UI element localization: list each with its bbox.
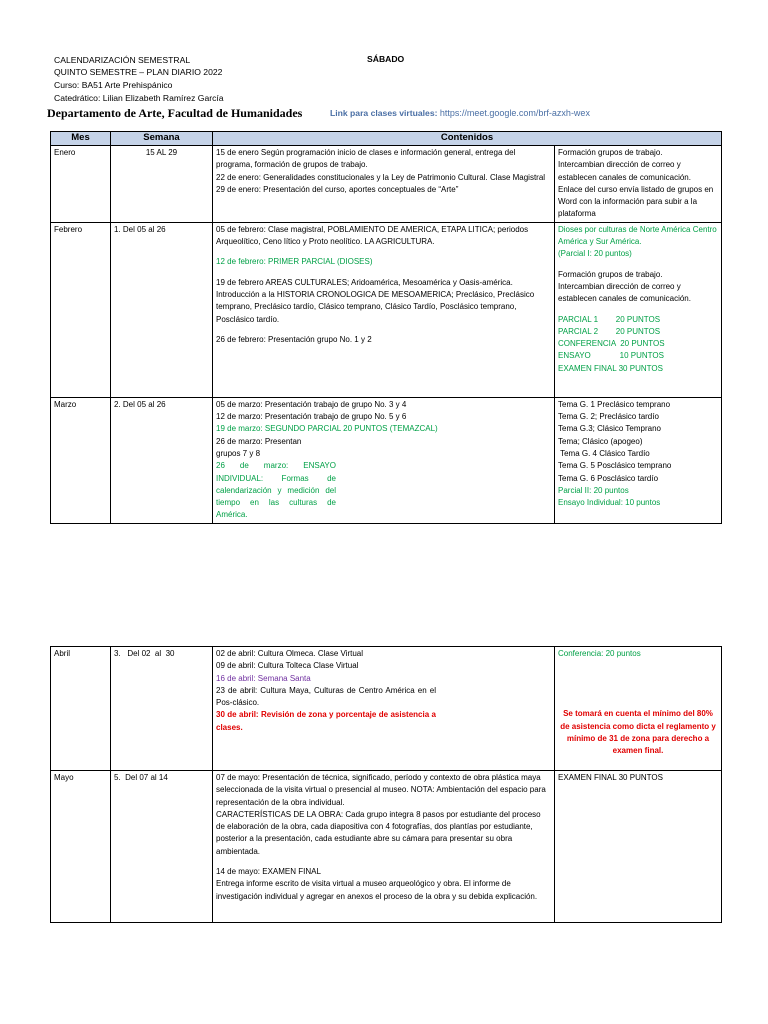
note-line: Dioses por culturas de Norte América Centro América y Sur América. [558,224,717,247]
topic-line: Tema; Clásico (apogeo) [558,436,643,446]
month-cell: Enero [51,146,111,223]
doc-title: CALENDARIZACIÓN SEMESTRAL [54,55,191,65]
table-row-mayo [51,771,722,923]
content-line: 14 de mayo: EXAMEN FINAL [216,867,321,877]
content-line: Entrega informe escrito de visita virtual a museo arqueológico y obra. El informe de investigación individual y agregar en anexos el proceso de la obra y su debida explicación. [216,879,538,901]
week-cell: 15 AL 29 [111,146,213,223]
note-line: Enlace del curso envía listado de grupos en Word con la información para subir a la plataforma [558,184,714,219]
topic-line: Tema G. 5 Posclásico temprano [558,461,672,471]
score-line: ENSAYO 10 PUNTOS [558,351,664,361]
content-line: 05 de marzo: Presentación trabajo de grupo No. 3 y 4 [216,399,407,409]
content-line: 15 de enero Según programación inicio de clases e información general, entrega del programa, formación de grupos de trabajo. [216,148,516,170]
content-cell [213,647,555,771]
header-semana: Semana [111,132,213,146]
score-line: CONFERENCIA 20 PUNTOS [558,339,665,349]
score-line: PARCIAL 2 20 PUNTOS [558,326,661,336]
essay-line: 26 de marzo: ENSAYO INDIVIDUAL: Formas de calendarización y medición del tiempo en las culturas de América. [216,461,336,520]
score-line: EXAMEN FINAL 30 PUNTOS [558,363,663,373]
notes-cell [555,771,722,923]
content-line: 29 de enero: Presentación del curso, aportes conceptuales de “Arte” [216,184,459,194]
content-line: 12 de marzo: Presentación trabajo de grupo No. 5 y 6 [216,412,407,422]
topic-line: Tema G. 6 Posclásico tardío [558,473,659,483]
content-line: 23 de abril: Cultura Maya, Culturas de Centro América en el Pos-clásico. [216,685,436,708]
topic-line: Tema G. 4 Clásico Tardío [558,448,650,458]
note-line: Intercambian dirección de correo y establecen canales de comunicación. [558,160,691,182]
table-header-row [51,132,722,146]
schedule-table-2 [50,646,722,923]
table-row-marzo [51,397,722,523]
week-cell: 3. Del 02 al 30 [111,647,213,771]
score-line: EXAMEN FINAL 30 PUNTOS [558,773,663,782]
month-cell: Marzo [51,397,111,523]
content-line: 19 de febrero AREAS CULTURALES; Aridoamérica, Mesoamérica y Oasis-américa. Introducción a la HISTORIA CRONOLOGICA DE MESOAMERICA; Preclásico, Preclásico temprano, Preclásico tardío, Clásico temprano, Clásico Tardío, Posclásico temprano, Posclásico tardío. [216,277,535,324]
holiday-line: 16 de abril: Semana Santa [216,673,311,683]
course-line: Curso: BA51 Arte Prehispánico [54,80,173,90]
schedule-table-1 [50,131,722,524]
week-cell: 5. Del 07 al 14 [111,771,213,923]
content-line: 26 de febrero: Presentación grupo No. 1 y 2 [216,334,372,344]
content-line: 09 de abril: Cultura Tolteca Clase Virtual [216,661,359,671]
attendance-note: Se tomará en cuenta el mínimo del 80% de asistencia como dicta el reglamento y mínimo de 31 de zona para derecho a examen final. [560,709,716,756]
exam-line: 19 de marzo: SEGUNDO PARCIAL 20 PUNTOS (TEMAZCAL) [216,424,438,434]
month-cell: Febrero [51,222,111,397]
topic-line: Tema G. 1 Preclásico temprano [558,399,671,409]
content-line: 22 de enero: Generalidades constitucionales y la Ley de Patrimonio Cultural. Clase Magistral [216,172,546,182]
department-heading: Departamento de Arte, Facultad de Humanidades [47,106,303,120]
score-line: Parcial II: 20 puntos [558,485,629,495]
topic-line: Tema G. 2; Preclásico tardío [558,412,659,422]
score-line: PARCIAL 1 20 PUNTOS [558,314,661,324]
content-line: CARACTERÍSTICAS DE LA OBRA: Cada grupo integra 8 pasos por estudiante del proceso de elaboración de la obra, cada diapositiva con 4 fotografías, dos plantías por estudiante, posterior a la presentación, cada estudiante abre su cámara para presentar su obra ambientada. [216,809,541,856]
attendance-line: 30 de abril: Revisión de zona y porcentaje de asistencia a clases. [216,710,436,732]
table-row-enero [51,146,722,223]
note-line: Intercambian dirección de correo y establecen canales de comunicación. [558,281,691,304]
day-label: SÁBADO [367,54,405,64]
exam-line: 12 de febrero: PRIMER PARCIAL (DIOSES) [216,257,373,267]
content-cell [213,397,555,523]
semester-line: QUINTO SEMESTRE – PLAN DIARIO 2022 [54,67,223,77]
week-cell: 1. Del 05 al 26 [111,222,213,397]
score-line: Conferencia: 20 puntos [558,649,641,658]
virtual-class-link-row [330,108,590,118]
header-contenidos: Contenidos [213,132,722,146]
note-line: Formación grupos de trabajo. [558,269,663,279]
content-cell [213,771,555,923]
content-line: grupos 7 y 8 [216,448,261,458]
header-mes: Mes [51,132,111,146]
notes-cell [555,222,722,397]
content-line: 02 de abril: Cultura Olmeca. Clase Virtual [216,649,364,658]
notes-cell [555,146,722,223]
table-row-abril [51,647,722,771]
content-cell [213,146,555,223]
content-line: 05 de febrero: Clase magistral, POBLAMIENTO DE AMERICA, ETAPA LITICA; periodos Arqueolítico, Ceno lítico y Proto neolítico. LA AGRICULTURA. [216,224,529,247]
meet-link[interactable]: https://meet.google.com/brf-azxh-wex [439,108,590,118]
notes-cell [555,397,722,523]
content-line: 07 de mayo: Presentación de técnica, significado, período y contexto de obra plástica maya seleccionada de la visita virtual o presencial al museo. NOTA: Ambientación del espacio para representación de la obra individual. [216,773,546,807]
notes-cell [555,647,722,771]
content-cell [213,222,555,397]
table-row-febrero [51,222,722,397]
month-cell: Mayo [51,771,111,923]
note-line: (Parcial I: 20 puntos) [558,249,632,259]
week-cell: 2. Del 05 al 26 [111,397,213,523]
teacher-line: Catedrático: Lilian Elizabeth Ramírez García [54,93,224,103]
score-line: Ensayo Individual: 10 puntos [558,498,661,508]
month-cell: Abril [51,647,111,771]
link-label: Link para clases virtuales: [330,108,438,118]
topic-line: Tema G.3; Clásico Temprano [558,424,662,434]
note-line: Formación grupos de trabajo. [558,148,663,157]
content-line: 26 de marzo: Presentan [216,436,302,446]
